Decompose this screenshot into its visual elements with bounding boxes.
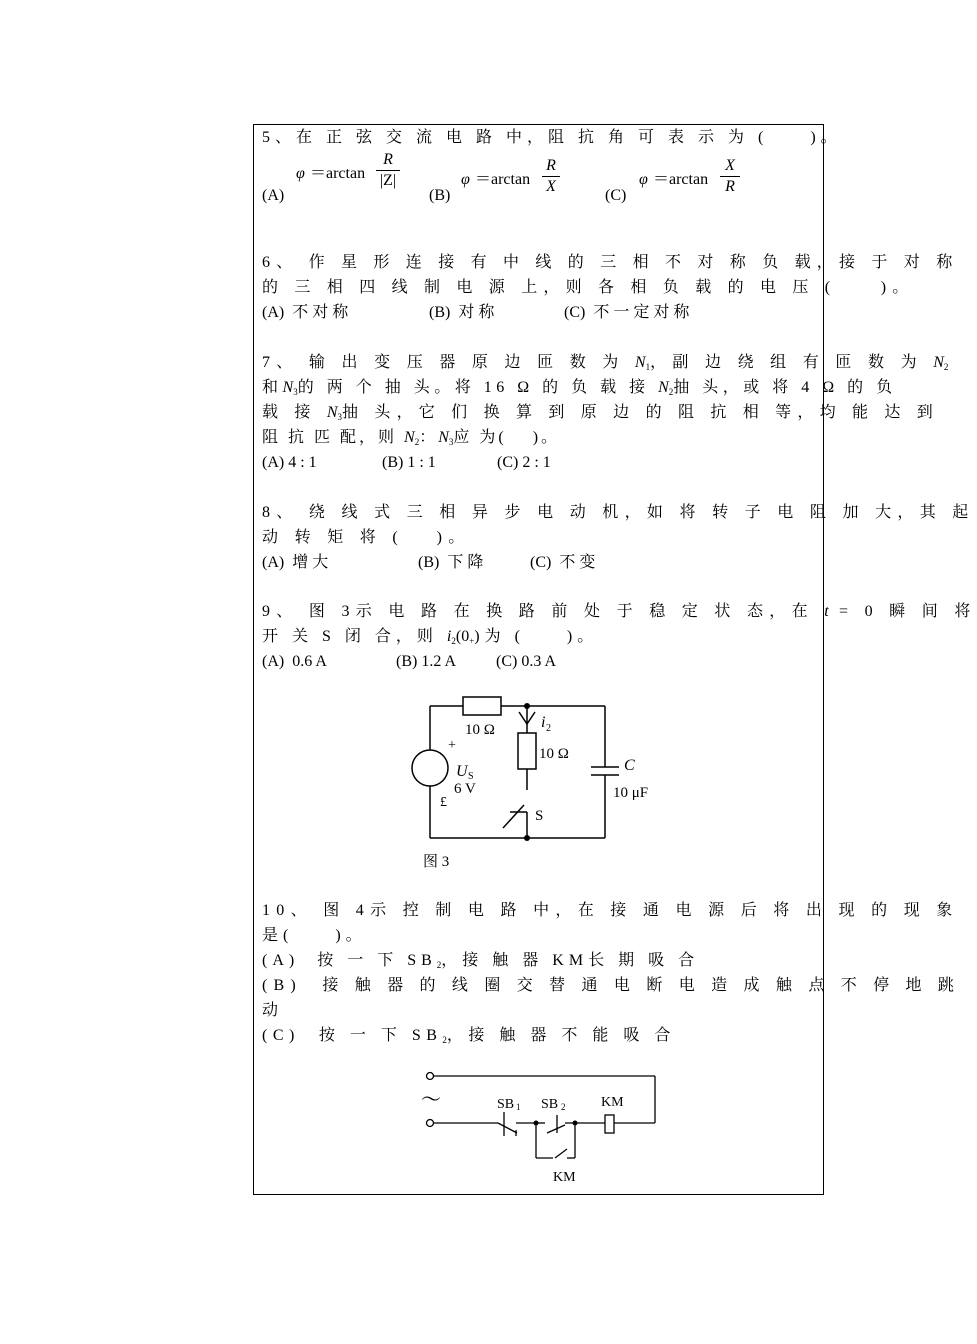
- q5-b-eq: ＝arctan: [475, 171, 531, 188]
- sb2-subscript: 2: [561, 1102, 566, 1112]
- q5-option-a-label: (A): [262, 187, 285, 204]
- q6-line1: 6、 作 星 形 连 接 有 中 线 的 三 相 不 对 称 负 载，接 于 对 称: [262, 254, 959, 271]
- source-voltage: 6 V: [454, 781, 476, 797]
- q10-option-b-line2: 动: [262, 1002, 284, 1019]
- i2-subscript: 2: [546, 723, 551, 734]
- q8-option-c: (C) 不 变: [530, 554, 596, 571]
- ac-symbol: ～: [421, 1089, 441, 1111]
- q8-option-b: (B) 下 降: [418, 554, 484, 571]
- q9-option-b: (B) 1.2 A: [396, 653, 456, 670]
- sb1-contact: [498, 1123, 517, 1133]
- q9-option-c: (C) 0.3 A: [496, 653, 556, 670]
- sb1-subscript: 1: [516, 1102, 521, 1112]
- q5-option-c-label: (C): [605, 187, 627, 204]
- q9-line1: 9、 图 3示 电 路 在 换 路 前 处 于 稳 定 状 态，在 t = 0 瞬 间 将: [262, 603, 977, 620]
- q5-c-fraction: X R: [720, 156, 740, 197]
- source-plus: +: [448, 738, 456, 753]
- km-coil-label: KM: [601, 1095, 624, 1110]
- q6-option-b: (B) 对 称: [429, 304, 495, 321]
- q8-line2: 动 转 矩 将 ( )。: [262, 529, 471, 546]
- q5-b-fraction: R X: [542, 156, 560, 197]
- km-contact: [555, 1149, 567, 1158]
- terminal-top: [427, 1073, 434, 1080]
- sb2-contact: [547, 1125, 565, 1133]
- q6-option-a: (A) 不 对 称: [262, 304, 349, 321]
- km-contact-label: KM: [553, 1170, 576, 1185]
- fig4-junction-left: [534, 1121, 539, 1126]
- q7-line3: 载 接 $N_3$抽 头，它 们 换 算 到 原 边 的 阻 抗 相 等，均 能 达 到: [262, 404, 939, 422]
- q7-option-c: (C) 2 : 1: [497, 454, 551, 471]
- q6-option-c: (C) 不 一 定 对 称: [564, 304, 690, 321]
- figure-3-caption: 图 3: [423, 854, 450, 870]
- q7-line1: 7、 输 出 变 压 器 原 边 匝 数 为 $N_1$，副 边 绕 组 有 匝 数 为 $N_2$: [262, 354, 949, 372]
- q10-option-a: (A) 按 一 下 $SB_2$，接 触 器 KM长 期 吸 合: [262, 952, 700, 970]
- switch-label: S: [535, 808, 544, 824]
- q5-option-b-label: (B): [429, 187, 451, 204]
- source-subscript: S: [468, 771, 474, 782]
- fig4-junction-right: [573, 1121, 578, 1126]
- q5-a-phi: φ: [296, 165, 305, 182]
- q7-line2: 和$N_3$的 两 个 抽 头。将 16 Ω 的 负 载 接 $N_2$抽 头，或 将 4 Ω 的 负: [262, 379, 897, 397]
- i2-label: i: [541, 714, 546, 731]
- q8-line1: 8、 绕 线 式 三 相 异 步 电 动 机，如 将 转 子 电 阻 加 大，其 起: [262, 504, 975, 521]
- q5-c-eq: ＝arctan: [653, 171, 709, 188]
- q6-line2: 的 三 相 四 线 制 电 源 上，则 各 相 负 载 的 电 压 ( )。: [262, 279, 915, 296]
- sb2-label: SB: [541, 1097, 559, 1112]
- sb1-label: SB: [497, 1097, 515, 1112]
- q9-line2: 开 关 S 闭 合，则 $i_2(0_+)$为 ( )。: [262, 628, 599, 646]
- q7-option-a: (A) 4 : 1: [262, 454, 317, 471]
- q10-line2: 是( )。: [262, 927, 367, 944]
- km-coil: [605, 1115, 614, 1133]
- q7-option-b: (B) 1 : 1: [382, 454, 436, 471]
- terminal-bottom: [427, 1120, 434, 1127]
- source-minus: £: [440, 795, 447, 810]
- q7-line4: 阻 抗 匹 配，则 $N_2$：$N_3$应 为( )。: [262, 429, 561, 447]
- q5-c-phi: φ: [639, 171, 648, 188]
- q5-a-fraction: R |Z|: [376, 150, 400, 191]
- r2-label: 10 Ω: [539, 746, 569, 762]
- capacitor-label: C: [624, 757, 635, 774]
- q5-a-eq: ＝arctan: [310, 165, 366, 182]
- capacitor-value: 10 μF: [613, 785, 649, 801]
- q10-option-c: (C) 按 一 下 $SB_2$，接 触 器 不 能 吸 合: [262, 1027, 676, 1045]
- q10-line1: 10、 图 4示 控 制 电 路 中，在 接 通 电 源 后 将 出 现 的 现 象: [262, 902, 959, 919]
- q8-option-a: (A) 增 大: [262, 554, 329, 571]
- q10-option-b-line1: (B) 接 触 器 的 线 圈 交 替 通 电 断 电 造 成 触 点 不 停 地 跳: [262, 977, 961, 994]
- q5-stem: 5、在 正 弦 交 流 电 路 中，阻 抗 角 可 表 示 为 ( )。: [262, 129, 842, 146]
- q5-b-phi: φ: [461, 171, 470, 188]
- q9-option-a: (A) 0.6 A: [262, 653, 327, 670]
- source-label: U: [456, 763, 468, 780]
- r1-label: 10 Ω: [465, 722, 495, 738]
